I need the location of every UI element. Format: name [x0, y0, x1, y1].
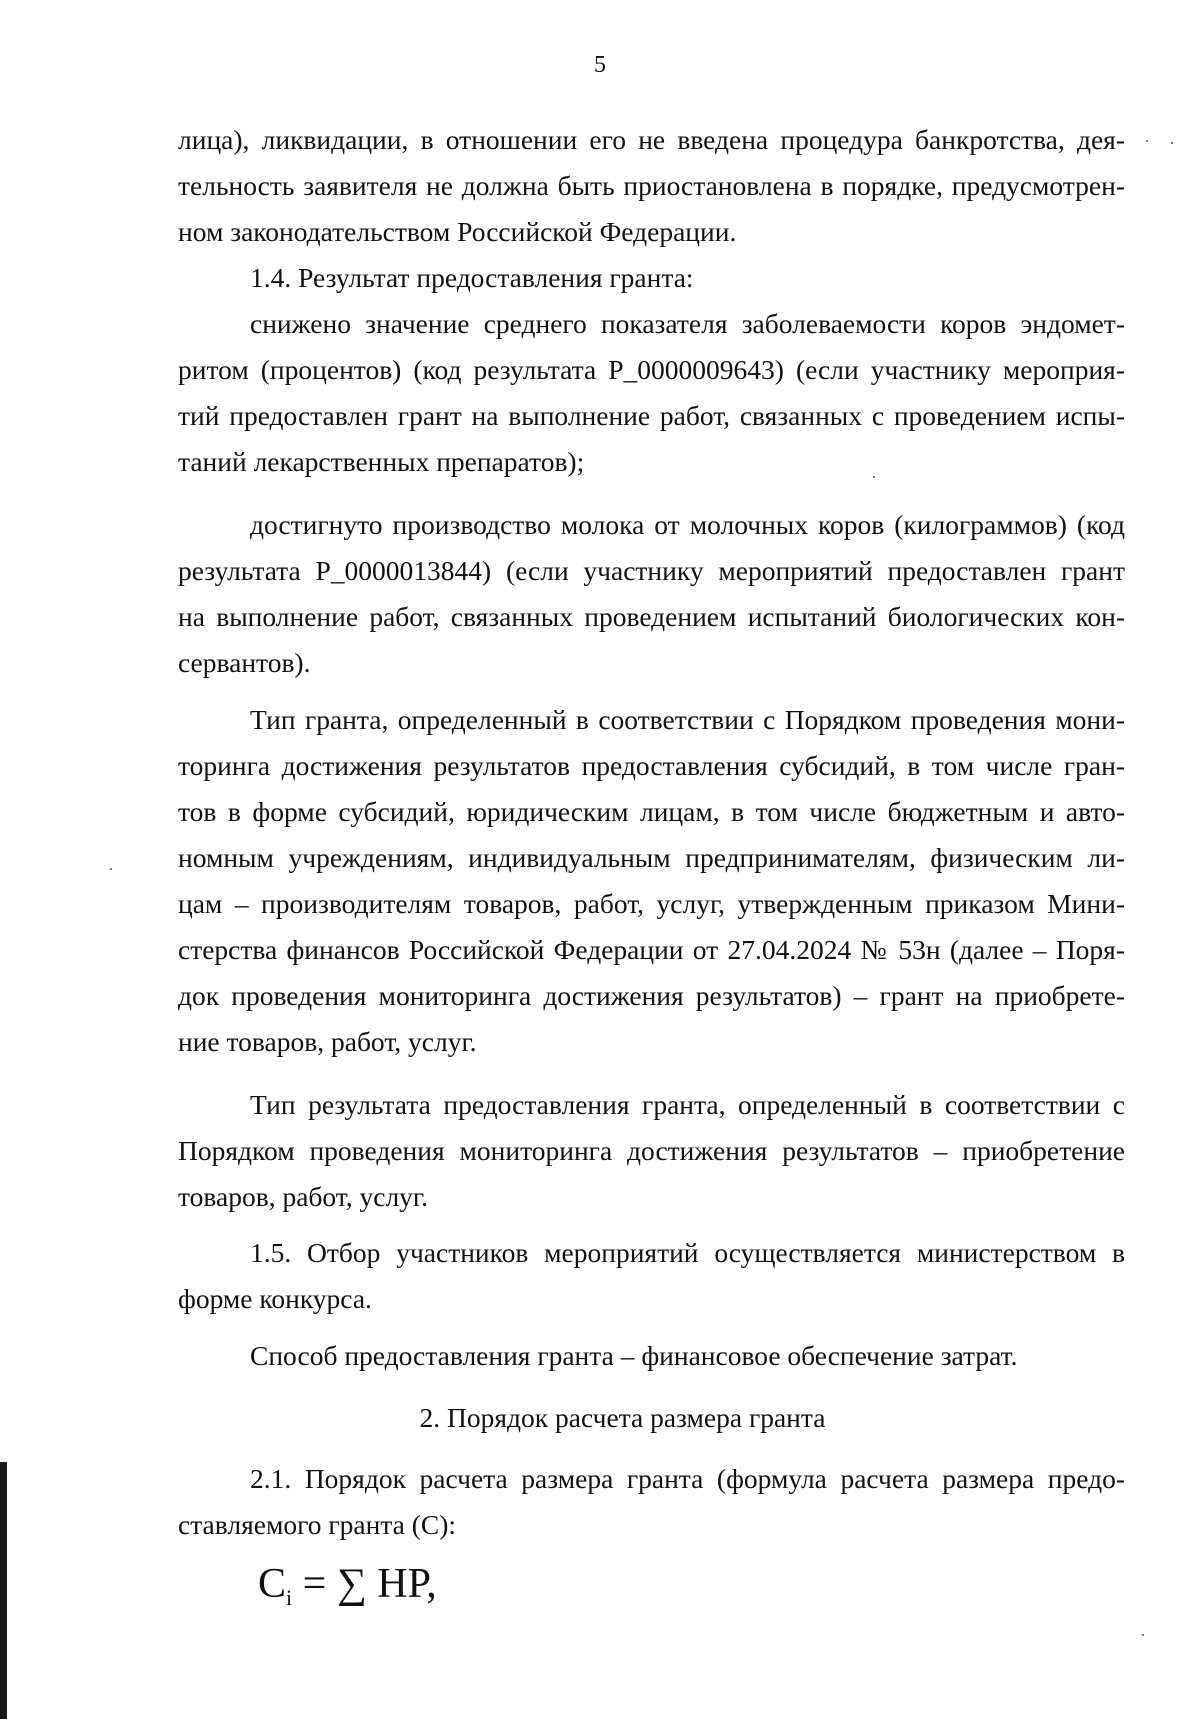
text-line: цам – производителям товаров, работ, услуг, утвержденным приказом Мини- — [178, 888, 1125, 919]
text-line: снижено значение среднего показателя заболеваемости коров эндомет- — [250, 308, 1125, 339]
text-line: ном законодательством Российской Федерации. — [178, 216, 737, 247]
text-line: форме конкурса. — [178, 1283, 372, 1314]
text-line: ставляемого гранта (С): — [178, 1509, 457, 1540]
text-line: тов в форме субсидий, юридическим лицам, в том числе бюджетным и авто- — [178, 796, 1125, 827]
formula-rhs: = ∑ HP, — [292, 1561, 437, 1607]
text-line: док проведения мониторинга достижения результатов) – грант на приобрете- — [178, 980, 1125, 1011]
scan-speck — [1171, 142, 1173, 144]
text-line: таний лекарственных препаратов); — [178, 446, 585, 477]
text-line: достигнуто производство молока от молочных коров (килограммов) (код — [250, 509, 1125, 540]
section-item-2-1: 2.1. Порядок расчета размера гранта (формула расчета размера предо- — [250, 1463, 1125, 1494]
text-line: сервантов). — [178, 647, 311, 678]
text-line: тельность заявителя не должна быть приостановлена в порядке, предусмотрен- — [178, 170, 1125, 201]
text-line: торинга достижения результатов предоставления субсидий, в том числе гран- — [178, 750, 1125, 781]
text-line: на выполнение работ, связанных проведением испытаний биологических кон- — [178, 601, 1125, 632]
text-line: ние товаров, работ, услуг. — [178, 1026, 477, 1057]
scan-speck — [873, 476, 875, 478]
formula-lhs: С — [258, 1561, 287, 1607]
text-line: ритом (процентов) (код результата Р_0000009643) (если участнику мероприя- — [178, 354, 1125, 385]
scan-edge-shadow — [0, 1462, 7, 1719]
text-line: Способ предоставления гранта – финансовое обеспечение затрат. — [250, 1340, 1018, 1371]
scan-speck — [1146, 140, 1148, 142]
text-line: товаров, работ, услуг. — [178, 1181, 428, 1212]
text-line: тий предоставлен грант на выполнение работ, связанных с проведением испы- — [178, 400, 1125, 431]
text-line: Тип результата предоставления гранта, определенный в соответствии с — [250, 1089, 1125, 1120]
section-heading: 2. Порядок расчета размера гранта — [419, 1402, 826, 1433]
formula-subscript: i — [286, 1585, 293, 1610]
text-line: стерства финансов Российской Федерации от 27.04.2024 № 53н (далее – Поря- — [178, 934, 1125, 965]
page-number: 5 — [594, 52, 606, 78]
grant-formula — [258, 1558, 437, 1624]
text-line: результата Р_0000013844) (если участнику мероприятий предоставлен грант — [178, 555, 1125, 586]
text-line: лица), ликвидации, в отношении его не введена процедура банкротства, дея- — [178, 124, 1125, 155]
scan-speck — [110, 868, 112, 870]
text-line: Порядком проведения мониторинга достижения результатов – приобретение — [178, 1135, 1125, 1166]
text-line: Тип гранта, определенный в соответствии с Порядком проведения мони- — [250, 704, 1125, 735]
section-item-1-4: 1.4. Результат предоставления гранта: — [250, 262, 694, 293]
section-item-1-5: 1.5. Отбор участников мероприятий осуществляется министерством в — [250, 1237, 1125, 1268]
text-line: номным учреждениям, индивидуальным предпринимателям, физическим ли- — [178, 842, 1125, 873]
scan-speck — [1142, 1634, 1144, 1636]
